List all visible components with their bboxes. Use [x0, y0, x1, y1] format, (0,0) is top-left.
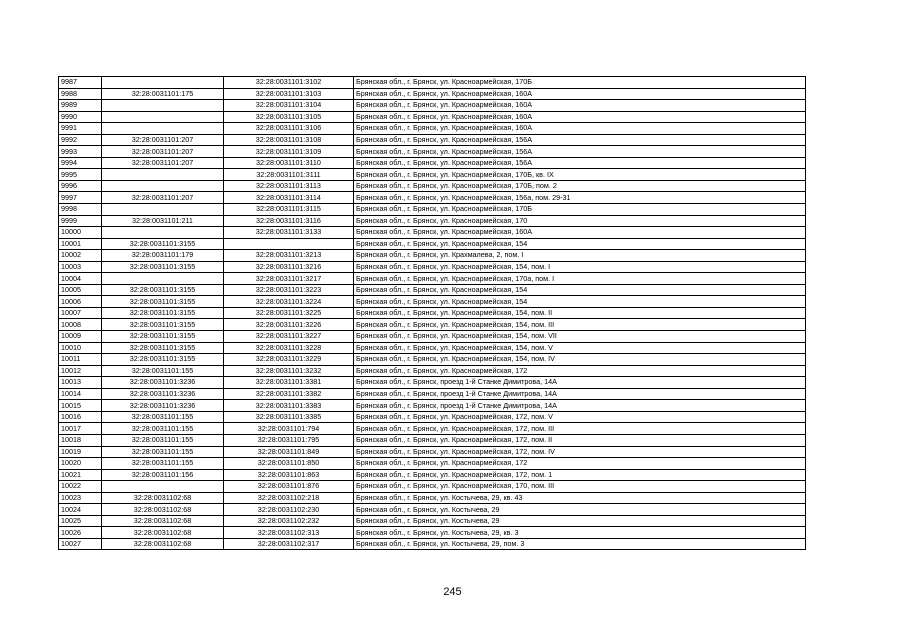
cadastral-number-cell: 32:28:0031101:3115 [224, 204, 354, 216]
address-cell: Брянская обл., г. Брянск, ул. Красноармейская, 172, пом. V [354, 411, 806, 423]
address-cell: Брянская обл., г. Брянск, ул. Костычева, 29 [354, 504, 806, 516]
table-row [59, 515, 806, 527]
address-cell: Брянская обл., г. Брянск, ул. Красноармейская, 156А [354, 157, 806, 169]
row-number-cell: 10027 [59, 538, 102, 550]
parent-cadastral-cell: 32:28:0031101:155 [102, 434, 224, 446]
address-cell: Брянская обл., г. Брянск, ул. Красноармейская, 154, пом. II [354, 307, 806, 319]
table-row [59, 296, 806, 308]
table-row [59, 388, 806, 400]
parent-cadastral-cell: 32:28:0031102:68 [102, 492, 224, 504]
parent-cadastral-cell: 32:28:0031101:3236 [102, 388, 224, 400]
parent-cadastral-cell: 32:28:0031101:207 [102, 134, 224, 146]
address-cell: Брянская обл., г. Брянск, ул. Красноармейская, 154, пом. IV [354, 354, 806, 366]
parent-cadastral-cell: 32:28:0031102:68 [102, 538, 224, 550]
row-number-cell: 10020 [59, 458, 102, 470]
table-row [59, 284, 806, 296]
table-row [59, 458, 806, 470]
cadastral-number-cell: 32:28:0031101:3223 [224, 284, 354, 296]
parent-cadastral-cell: 32:28:0031101:3236 [102, 377, 224, 389]
row-number-cell: 10004 [59, 273, 102, 285]
row-number-cell: 10022 [59, 481, 102, 493]
parent-cadastral-cell: 32:28:0031101:3155 [102, 319, 224, 331]
row-number-cell: 10010 [59, 342, 102, 354]
table-row [59, 77, 806, 89]
parent-cadastral-cell: 32:28:0031101:211 [102, 215, 224, 227]
cadastral-number-cell: 32:28:0031101:3216 [224, 261, 354, 273]
row-number-cell: 10016 [59, 411, 102, 423]
table-row [59, 180, 806, 192]
address-cell: Брянская обл., г. Брянск, ул. Красноармейская, 154 [354, 296, 806, 308]
parent-cadastral-cell: 32:28:0031101:3155 [102, 354, 224, 366]
table-row [59, 169, 806, 181]
parent-cadastral-cell: 32:28:0031102:68 [102, 504, 224, 516]
cadastral-number-cell: 32:28:0031101:3385 [224, 411, 354, 423]
row-number-cell: 9995 [59, 169, 102, 181]
parent-cadastral-cell: 32:28:0031101:155 [102, 423, 224, 435]
address-cell: Брянская обл., г. Брянск, ул. Красноармейская, 156а, пом. 29-31 [354, 192, 806, 204]
address-cell: Брянская обл., г. Брянск, ул. Костычева, 29, кв. 3 [354, 527, 806, 539]
cadastral-number-cell [224, 238, 354, 250]
cadastral-number-cell: 32:28:0031101:3102 [224, 77, 354, 89]
cadastral-number-cell: 32:28:0031101:863 [224, 469, 354, 481]
row-number-cell: 9993 [59, 146, 102, 158]
table-row [59, 481, 806, 493]
cadastral-number-cell: 32:28:0031101:3104 [224, 100, 354, 112]
address-cell: Брянская обл., г. Брянск, ул. Красноармейская, 156А [354, 134, 806, 146]
cadastral-number-cell: 32:28:0031101:3382 [224, 388, 354, 400]
address-cell: Брянская обл., г. Брянск, ул. Костычева, 29, пом. 3 [354, 538, 806, 550]
cadastral-number-cell: 32:28:0031101:795 [224, 434, 354, 446]
table-row [59, 123, 806, 135]
parent-cadastral-cell: 32:28:0031101:3155 [102, 331, 224, 343]
parent-cadastral-cell: 32:28:0031101:207 [102, 146, 224, 158]
table-row [59, 227, 806, 239]
address-cell: Брянская обл., г. Брянск, ул. Красноармейская, 172, пом. 1 [354, 469, 806, 481]
address-cell: Брянская обл., г. Брянск, ул. Красноармейская, 170Б [354, 77, 806, 89]
table-row [59, 146, 806, 158]
cadastral-number-cell: 32:28:0031101:3383 [224, 400, 354, 412]
table-row [59, 307, 806, 319]
row-number-cell: 9997 [59, 192, 102, 204]
table-row [59, 157, 806, 169]
cadastral-number-cell: 32:28:0031101:3224 [224, 296, 354, 308]
cadastral-number-cell: 32:28:0031102:230 [224, 504, 354, 516]
parent-cadastral-cell: 32:28:0031102:68 [102, 527, 224, 539]
parent-cadastral-cell [102, 77, 224, 89]
address-cell: Брянская обл., г. Брянск, ул. Красноармейская, 172, пом. II [354, 434, 806, 446]
registry-table-body [59, 77, 806, 550]
table-row [59, 250, 806, 262]
address-cell: Брянская обл., г. Брянск, ул. Крахмалева, 2, пом. I [354, 250, 806, 262]
cadastral-number-cell: 32:28:0031101:3110 [224, 157, 354, 169]
parent-cadastral-cell [102, 169, 224, 181]
cadastral-number-cell: 32:28:0031101:3113 [224, 180, 354, 192]
cadastral-number-cell: 32:28:0031101:3133 [224, 227, 354, 239]
row-number-cell: 10003 [59, 261, 102, 273]
table-row [59, 319, 806, 331]
cadastral-number-cell: 32:28:0031102:218 [224, 492, 354, 504]
parent-cadastral-cell: 32:28:0031101:207 [102, 192, 224, 204]
cadastral-number-cell: 32:28:0031101:3381 [224, 377, 354, 389]
address-cell: Брянская обл., г. Брянск, ул. Красноармейская, 170 [354, 215, 806, 227]
parent-cadastral-cell: 32:28:0031101:3155 [102, 261, 224, 273]
row-number-cell: 9991 [59, 123, 102, 135]
address-cell: Брянская обл., г. Брянск, ул. Красноармейская, 172, пом. IV [354, 446, 806, 458]
table-row [59, 238, 806, 250]
row-number-cell: 10002 [59, 250, 102, 262]
table-row [59, 365, 806, 377]
row-number-cell: 10007 [59, 307, 102, 319]
row-number-cell: 10014 [59, 388, 102, 400]
row-number-cell: 10000 [59, 227, 102, 239]
table-row [59, 331, 806, 343]
parent-cadastral-cell: 32:28:0031101:179 [102, 250, 224, 262]
table-row [59, 215, 806, 227]
address-cell: Брянская обл., г. Брянск, ул. Красноармейская, 170, пом. III [354, 481, 806, 493]
table-row [59, 342, 806, 354]
table-row [59, 411, 806, 423]
row-number-cell: 10017 [59, 423, 102, 435]
table-row [59, 492, 806, 504]
address-cell: Брянская обл., г. Брянск, ул. Красноармейская, 154, пом. V [354, 342, 806, 354]
address-cell: Брянская обл., г. Брянск, ул. Красноармейская, 172, пом. III [354, 423, 806, 435]
table-row [59, 100, 806, 112]
cadastral-number-cell: 32:28:0031101:3217 [224, 273, 354, 285]
address-cell: Брянская обл., г. Брянск, ул. Красноармейская, 170Б [354, 204, 806, 216]
row-number-cell: 10019 [59, 446, 102, 458]
row-number-cell: 10005 [59, 284, 102, 296]
address-cell: Брянская обл., г. Брянск, ул. Красноармейская, 160А [354, 111, 806, 123]
row-number-cell: 10012 [59, 365, 102, 377]
address-cell: Брянская обл., г. Брянск, ул. Красноармейская, 154, пом. III [354, 319, 806, 331]
address-cell: Брянская обл., г. Брянск, ул. Красноармейская, 160А [354, 123, 806, 135]
cadastral-number-cell: 32:28:0031101:3213 [224, 250, 354, 262]
cadastral-number-cell: 32:28:0031101:3114 [224, 192, 354, 204]
parent-cadastral-cell: 32:28:0031101:3155 [102, 342, 224, 354]
parent-cadastral-cell [102, 100, 224, 112]
parent-cadastral-cell: 32:28:0031101:207 [102, 157, 224, 169]
parent-cadastral-cell [102, 123, 224, 135]
address-cell: Брянская обл., г. Брянск, ул. Красноармейская, 154, пом. VII [354, 331, 806, 343]
address-cell: Брянская обл., г. Брянск, ул. Красноармейская, 154, пом. I [354, 261, 806, 273]
address-cell: Брянская обл., г. Брянск, ул. Красноармейская, 172 [354, 365, 806, 377]
cadastral-number-cell: 32:28:0031101:876 [224, 481, 354, 493]
row-number-cell: 9999 [59, 215, 102, 227]
row-number-cell: 10023 [59, 492, 102, 504]
cadastral-number-cell: 32:28:0031101:3225 [224, 307, 354, 319]
cadastral-number-cell: 32:28:0031101:3229 [224, 354, 354, 366]
cadastral-number-cell: 32:28:0031102:317 [224, 538, 354, 550]
row-number-cell: 10025 [59, 515, 102, 527]
address-cell: Брянская обл., г. Брянск, ул. Красноармейская, 160А [354, 227, 806, 239]
row-number-cell: 10015 [59, 400, 102, 412]
table-row [59, 134, 806, 146]
table-row [59, 423, 806, 435]
cadastral-number-cell: 32:28:0031101:3116 [224, 215, 354, 227]
parent-cadastral-cell: 32:28:0031101:3155 [102, 307, 224, 319]
row-number-cell: 10008 [59, 319, 102, 331]
parent-cadastral-cell [102, 273, 224, 285]
parent-cadastral-cell: 32:28:0031101:3155 [102, 284, 224, 296]
row-number-cell: 9990 [59, 111, 102, 123]
address-cell: Брянская обл., г. Брянск, проезд 1-й Станке Димитрова, 14А [354, 400, 806, 412]
row-number-cell: 10001 [59, 238, 102, 250]
table-row [59, 469, 806, 481]
cadastral-number-cell: 32:28:0031101:3109 [224, 146, 354, 158]
parent-cadastral-cell: 32:28:0031101:155 [102, 446, 224, 458]
cadastral-number-cell: 32:28:0031101:3227 [224, 331, 354, 343]
cadastral-number-cell: 32:28:0031101:3111 [224, 169, 354, 181]
row-number-cell: 10011 [59, 354, 102, 366]
address-cell: Брянская обл., г. Брянск, ул. Красноармейская, 170а, пом. I [354, 273, 806, 285]
parent-cadastral-cell: 32:28:0031101:155 [102, 458, 224, 470]
row-number-cell: 9996 [59, 180, 102, 192]
cadastral-number-cell: 32:28:0031102:232 [224, 515, 354, 527]
parent-cadastral-cell: 32:28:0031101:155 [102, 365, 224, 377]
row-number-cell: 9988 [59, 88, 102, 100]
address-cell: Брянская обл., г. Брянск, ул. Красноармейская, 160А [354, 88, 806, 100]
parent-cadastral-cell: 32:28:0031101:3236 [102, 400, 224, 412]
table-row [59, 354, 806, 366]
cadastral-number-cell: 32:28:0031101:3103 [224, 88, 354, 100]
parent-cadastral-cell: 32:28:0031101:175 [102, 88, 224, 100]
address-cell: Брянская обл., г. Брянск, ул. Костычева, 29, кв. 43 [354, 492, 806, 504]
row-number-cell: 9992 [59, 134, 102, 146]
cadastral-number-cell: 32:28:0031101:3108 [224, 134, 354, 146]
table-row [59, 261, 806, 273]
row-number-cell: 10024 [59, 504, 102, 516]
row-number-cell: 9987 [59, 77, 102, 89]
address-cell: Брянская обл., г. Брянск, ул. Красноармейская, 154 [354, 238, 806, 250]
table-row [59, 377, 806, 389]
cadastral-number-cell: 32:28:0031101:3105 [224, 111, 354, 123]
row-number-cell: 10013 [59, 377, 102, 389]
table-row [59, 527, 806, 539]
table-row [59, 446, 806, 458]
parent-cadastral-cell [102, 481, 224, 493]
address-cell: Брянская обл., г. Брянск, проезд 1-й Станке Димитрова, 14А [354, 388, 806, 400]
row-number-cell: 9994 [59, 157, 102, 169]
table-row [59, 400, 806, 412]
cadastral-number-cell: 32:28:0031101:849 [224, 446, 354, 458]
parent-cadastral-cell: 32:28:0031101:156 [102, 469, 224, 481]
row-number-cell: 9989 [59, 100, 102, 112]
cadastral-number-cell: 32:28:0031101:3226 [224, 319, 354, 331]
address-cell: Брянская обл., г. Брянск, ул. Красноармейская, 172 [354, 458, 806, 470]
parent-cadastral-cell [102, 204, 224, 216]
address-cell: Брянская обл., г. Брянск, ул. Красноармейская, 170Б, кв. IX [354, 169, 806, 181]
parent-cadastral-cell [102, 227, 224, 239]
table-row [59, 111, 806, 123]
parent-cadastral-cell: 32:28:0031101:3155 [102, 238, 224, 250]
table-row [59, 192, 806, 204]
cadastral-number-cell: 32:28:0031101:3228 [224, 342, 354, 354]
registry-table [58, 76, 806, 550]
cadastral-number-cell: 32:28:0031101:3232 [224, 365, 354, 377]
address-cell: Брянская обл., г. Брянск, ул. Костычева, 29 [354, 515, 806, 527]
table-row [59, 273, 806, 285]
row-number-cell: 10021 [59, 469, 102, 481]
address-cell: Брянская обл., г. Брянск, ул. Красноармейская, 154 [354, 284, 806, 296]
parent-cadastral-cell: 32:28:0031101:3155 [102, 296, 224, 308]
address-cell: Брянская обл., г. Брянск, ул. Красноармейская, 170Б, пом. 2 [354, 180, 806, 192]
cadastral-number-cell: 32:28:0031101:850 [224, 458, 354, 470]
address-cell: Брянская обл., г. Брянск, ул. Красноармейская, 160А [354, 100, 806, 112]
row-number-cell: 10006 [59, 296, 102, 308]
table-row [59, 538, 806, 550]
parent-cadastral-cell: 32:28:0031101:155 [102, 411, 224, 423]
parent-cadastral-cell [102, 111, 224, 123]
parent-cadastral-cell [102, 180, 224, 192]
table-row [59, 88, 806, 100]
row-number-cell: 10018 [59, 434, 102, 446]
cadastral-number-cell: 32:28:0031102:313 [224, 527, 354, 539]
table-row [59, 434, 806, 446]
table-row [59, 204, 806, 216]
table-row [59, 504, 806, 516]
cadastral-number-cell: 32:28:0031101:794 [224, 423, 354, 435]
page-number: 245 [443, 586, 462, 598]
address-cell: Брянская обл., г. Брянск, проезд 1-й Станке Димитрова, 14А [354, 377, 806, 389]
row-number-cell: 9998 [59, 204, 102, 216]
row-number-cell: 10026 [59, 527, 102, 539]
cadastral-number-cell: 32:28:0031101:3106 [224, 123, 354, 135]
row-number-cell: 10009 [59, 331, 102, 343]
address-cell: Брянская обл., г. Брянск, ул. Красноармейская, 156А [354, 146, 806, 158]
parent-cadastral-cell: 32:28:0031102:68 [102, 515, 224, 527]
